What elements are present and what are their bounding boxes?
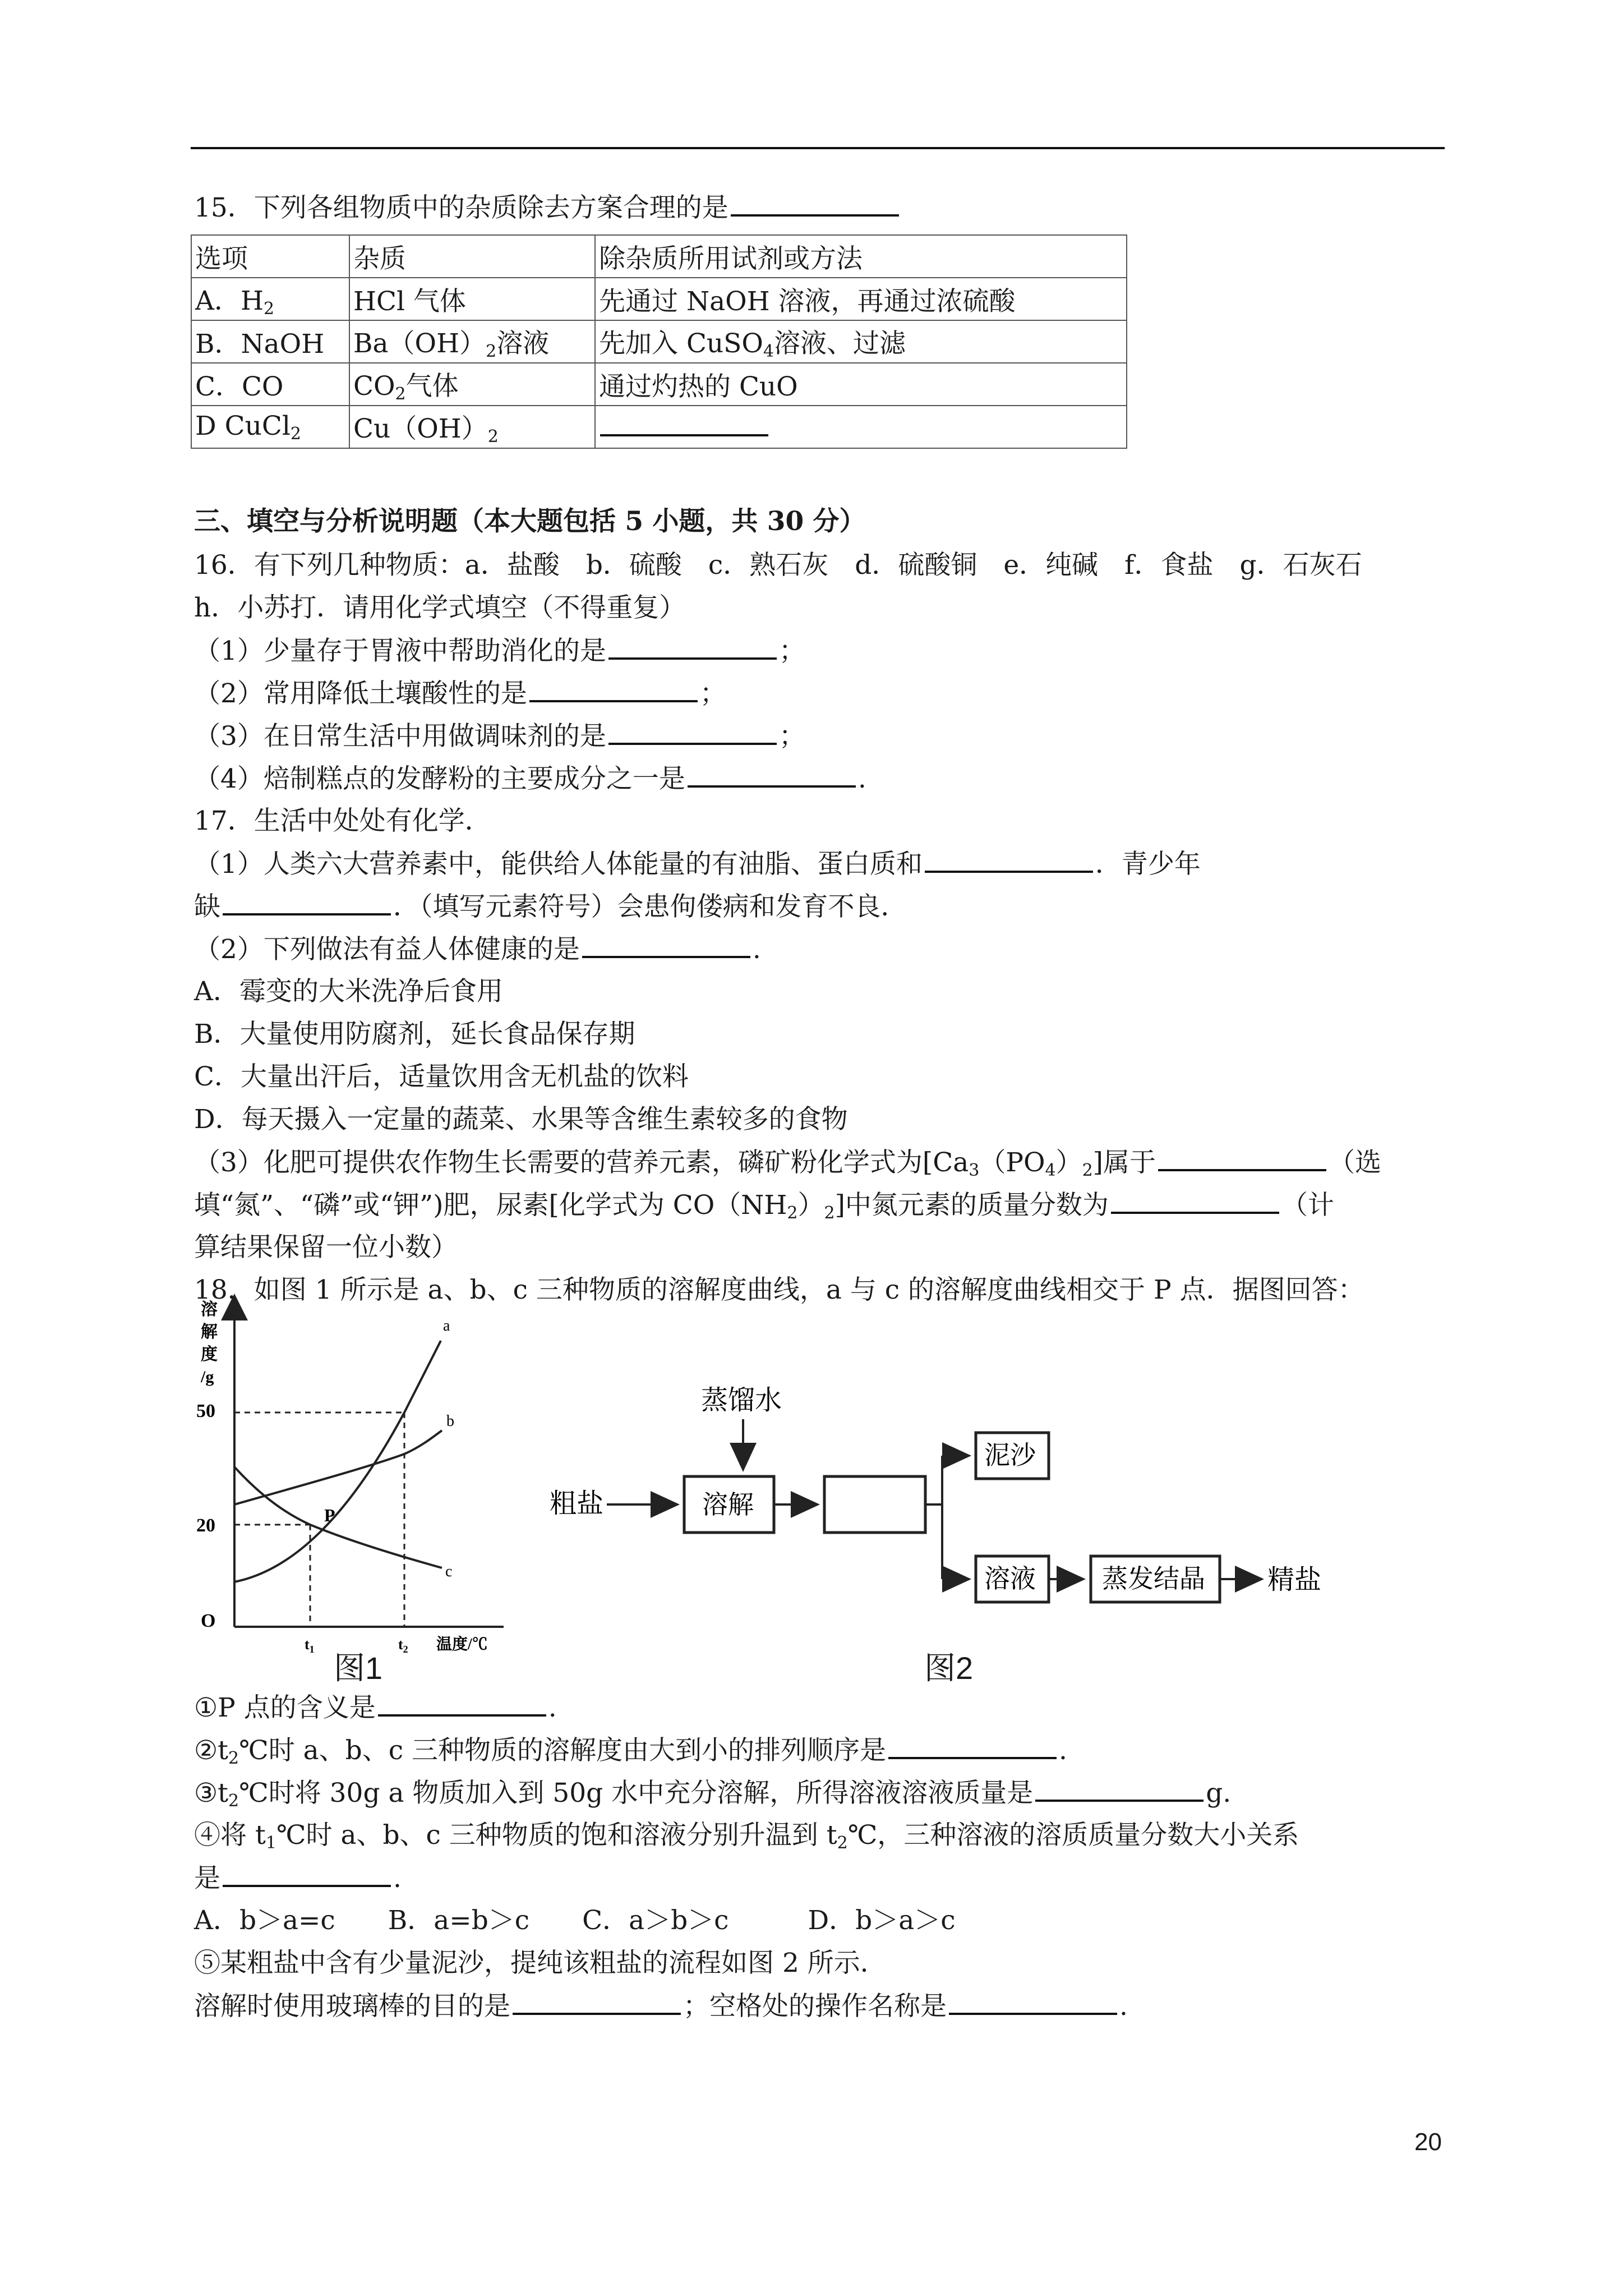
evaporate-label: 蒸发结晶 — [1102, 1564, 1205, 1593]
q18-item: $②t_2℃$时 a、b、c 三种物质的溶解度由大到小的排列顺序是 . — [194, 1733, 1067, 1775]
q15-table — [191, 234, 1127, 449]
q18-item: ①P 点的含义是 . — [194, 1691, 557, 1725]
figure-1-solubility-chart — [190, 1300, 537, 1655]
answer-blank[interactable] — [608, 719, 777, 745]
dissolve-label: 溶解 — [702, 1490, 754, 1519]
table-cell-method — [595, 406, 1127, 448]
curve-a — [234, 1341, 441, 1582]
q17-option: D．每天摄入一定量的蔬菜、水果等含维生素较多的食物 — [194, 1104, 848, 1135]
answer-blank[interactable] — [608, 634, 777, 660]
curve-b — [234, 1430, 442, 1504]
q18-intro: 18．如图 1 所示是 a、b、c 三种物质的溶解度曲线，a 与 c 的溶解度曲线相交于 P 点．据图回答： — [194, 1274, 1364, 1305]
table-cell-impurity: $CO_2$气体 — [349, 363, 595, 406]
answer-blank[interactable] — [1035, 1776, 1204, 1802]
table-header-cell: 除杂质所用试剂或方法 — [595, 235, 1127, 278]
section-title: 三、填空与分析说明题（本大题包括 5 小题，共 30 分） — [194, 506, 866, 537]
x-axis-label: 温度/℃ — [436, 1636, 488, 1653]
curve-label-b: b — [446, 1412, 454, 1430]
q16-item: （2）常用降低土壤酸性的是 ； — [194, 677, 726, 711]
q18-item: ④将 $t_1℃$时 a、b、c 三种物质的饱和溶液分别升温到 $t_2℃$，三种溶液的溶质质量分数大小关系 — [194, 1820, 1299, 1853]
q17-part3-cont: 填“氮”、“磷”或“钾”)肥，尿素[化学式为 $CO(NH_2)_2$]中氮元素的质量分数为 （计 — [194, 1188, 1334, 1230]
q17-part3-end: 算结果保留一位小数） — [194, 1232, 458, 1263]
table-header-cell: 选项 — [191, 235, 349, 278]
table-row — [191, 278, 1127, 320]
y-tick-label: 50 — [196, 1401, 215, 1421]
answer-blank[interactable] — [582, 932, 750, 958]
page-number: 20 — [1414, 2128, 1442, 2156]
output-label: 精盐 — [1267, 1565, 1322, 1595]
q15-answer-blank[interactable] — [731, 191, 899, 217]
q18-item: $③t_2℃$时将 30g a 物质加入到 50g 水中充分溶解，所得溶液溶液质量是 g. — [194, 1776, 1231, 1818]
table-row — [191, 406, 1127, 448]
q16-line2: h．小苏打．请用化学式填空（不得重复） — [194, 592, 686, 623]
y-tick-label: 20 — [196, 1515, 215, 1536]
curve-label-a: a — [443, 1317, 450, 1335]
q18-item: 溶解时使用玻璃棒的目的是 ；空格处的操作名称是 . — [194, 1989, 1128, 2023]
origin-label: O — [201, 1611, 216, 1631]
table-header-cell: 杂质 — [349, 235, 595, 278]
header-rule — [191, 147, 1445, 149]
answer-blank[interactable] — [378, 1691, 546, 1717]
q18-item-cont: 是 . — [194, 1861, 402, 1895]
table-header-row — [191, 235, 1127, 278]
q17-option: C．大量出汗后，适量饮用含无机盐的饮料 — [194, 1061, 689, 1092]
table-cell-option: D CuCl$_2$ — [191, 406, 349, 448]
q16-line1: 16．有下列几种物质：a．盐酸 b．硫酸 c．熟石灰 d．硫酸铜 e．纯碱 f．食盐 g．石灰石 — [194, 550, 1362, 581]
q17-option: A．霉变的大米洗净后食用 — [194, 976, 503, 1007]
table-cell-impurity: HCl 气体 — [349, 278, 595, 320]
curve-label-c: c — [445, 1563, 453, 1580]
table-cell-option: B．NaOH — [191, 320, 349, 363]
table-cell-method: 先加入 CuSO$_4$溶液、过滤 — [595, 320, 1127, 363]
answer-blank[interactable] — [1111, 1188, 1279, 1214]
q17-part1: （1）人类六大营养素中，能供给人体能量的有油脂、蛋白质和 ．青少年 — [194, 847, 1201, 881]
y-label-char: 解 — [201, 1323, 218, 1341]
table-cell-option: C．CO — [191, 363, 349, 406]
y-label-char: 度 — [201, 1345, 218, 1364]
q17-part1-cont: 缺 ．（填写元素符号）会患佝偻病和发育不良． — [194, 890, 907, 924]
q17-part2: （2）下列做法有益人体健康的是 . — [194, 932, 761, 967]
q15-d-method-blank[interactable] — [600, 411, 768, 436]
q17-part3: （3）化肥可提供农作物生长需要的营养元素，磷矿粉化学式为$[Ca_3(PO_4)_2]$属于 （选 — [194, 1145, 1381, 1188]
answer-blank[interactable] — [529, 677, 698, 702]
answer-blank[interactable] — [223, 890, 391, 915]
water-label: 蒸馏水 — [701, 1386, 782, 1415]
answer-blank[interactable] — [1158, 1145, 1326, 1171]
blank-step-box[interactable] — [824, 1476, 925, 1533]
figure-2-flowchart — [550, 1386, 1346, 1632]
q17-title: 17．生活中处处有化学． — [194, 806, 491, 836]
answer-blank[interactable] — [949, 1989, 1117, 2015]
filtrate-label: 溶液 — [984, 1564, 1036, 1593]
table-row — [191, 320, 1127, 363]
y-label-char: 溶 — [201, 1300, 218, 1319]
q18-options: A．b＞a=c B．a=b＞c C．a＞b＞c D．b＞a＞c — [194, 1905, 956, 1936]
q16-item: （4）焙制糕点的发酵粉的主要成分之一是 . — [194, 762, 866, 796]
residue-label: 泥沙 — [984, 1441, 1036, 1470]
table-cell-impurity: $Cu(OH)_2$ — [349, 406, 595, 448]
figure-2-caption: 图2 — [924, 1650, 974, 1686]
table-cell-method: 通过灼热的 CuO — [595, 363, 1127, 406]
q17-option: B．大量使用防腐剂，延长食品保存期 — [194, 1019, 635, 1050]
q16-item: （1）少量存于胃液中帮助消化的是 ； — [194, 634, 805, 668]
answer-blank[interactable] — [925, 847, 1093, 873]
answer-blank[interactable] — [513, 1989, 681, 2015]
answer-blank[interactable] — [688, 762, 856, 788]
y-label-char: /g — [201, 1368, 214, 1386]
curve-c — [234, 1467, 442, 1568]
q18-item: ⑤某粗盐中含有少量泥沙，提纯该粗盐的流程如图 2 所示． — [194, 1948, 887, 1978]
input-label: 粗盐 — [550, 1489, 604, 1519]
figure-1-caption: 图1 — [334, 1650, 383, 1686]
x-tick-t2: $t_2$ — [398, 1636, 408, 1655]
table-row — [191, 363, 1127, 406]
x-tick-t1: $t_1$ — [305, 1636, 315, 1655]
point-p-label: P — [324, 1505, 335, 1525]
answer-blank[interactable] — [888, 1733, 1057, 1759]
answer-blank[interactable] — [223, 1861, 391, 1887]
table-cell-method: 先通过 NaOH 溶液，再通过浓硫酸 — [595, 278, 1127, 320]
table-cell-option: A．$H_2$ — [191, 278, 349, 320]
q15-prompt: 15．下列各组物质中的杂质除去方案合理的是 — [194, 191, 901, 225]
q16-item: （3）在日常生活中用做调味剂的是 ； — [194, 719, 805, 753]
table-cell-impurity: $Ba(OH)_2$溶液 — [349, 320, 595, 363]
